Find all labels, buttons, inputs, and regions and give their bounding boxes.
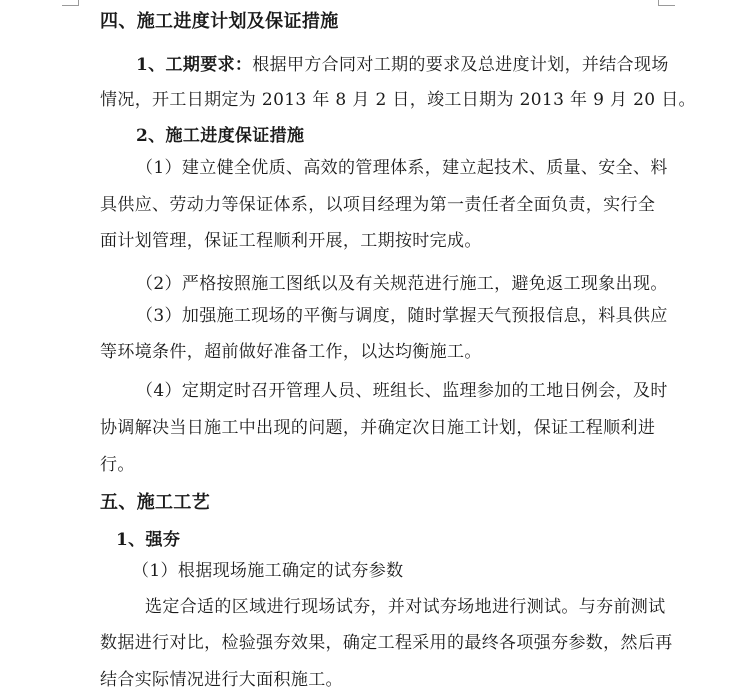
section5-title: 五、施工工艺: [100, 492, 211, 513]
section4-item2-p1-line2: 具供应、劳动力等保证体系，以项目经理为第一责任者全面负责，实行全: [100, 195, 656, 215]
section5-item1-sub1: （1）根据现场施工确定的试夯参数: [132, 561, 404, 581]
section5-item1-label: 1、强夯: [116, 530, 181, 550]
crop-mark-right: [658, 0, 675, 6]
section4-item1-text: 根据甲方合同对工期的要求及总进度计划，并结合现场: [252, 55, 669, 75]
section4-item2-p3-line1: （3）加强施工现场的平衡与调度，随时掌握天气预报信息，料具供应: [136, 306, 668, 326]
section4-item2-p1-line1: （1）建立健全优质、高效的管理体系，建立起技术、质量、安全、料: [136, 158, 668, 178]
section4-title: 四、施工进度计划及保证措施: [100, 11, 339, 32]
section5-item1-para-line1: 选定合适的区域进行现场试夯，并对试夯场地进行测试。与夯前测试: [145, 597, 666, 617]
section4-item2-p4-line3: 行。: [100, 455, 135, 475]
section4-item2-p2-line1: （2）严格按照施工图纸以及有关规范进行施工，避免返工现象出现。: [136, 274, 668, 294]
section4-item2-label: 2、施工进度保证措施: [136, 126, 305, 146]
section4-item1-paragraph: [136, 55, 669, 75]
section4-item2-p4-line1: （4）定期定时召开管理人员、班组长、监理参加的工地日例会，及时: [136, 381, 668, 401]
section4-item2-p1-line3: 面计划管理，保证工程顺利开展，工期按时完成。: [100, 231, 482, 251]
section4-item1-label: 1、工期要求：: [136, 55, 253, 75]
section5-item1-para-line3: 结合实际情况进行大面积施工。: [100, 670, 343, 690]
section5-item1-para-line2: 数据进行对比，检验强夯效果，确定工程采用的最终各项强夯参数，然后再: [100, 633, 673, 653]
crop-mark-left: [62, 0, 79, 6]
section4-item2-p4-line2: 协调解决当日施工中出现的问题，并确定次日施工计划，保证工程顺利进: [100, 418, 656, 438]
section4-item2-p3-line2: 等环境条件，超前做好准备工作，以达均衡施工。: [100, 342, 482, 362]
section4-item1-line2: 情况，开工日期定为 2013 年 8 月 2 日，竣工日期为 2013 年 9 月 20 日。: [100, 90, 696, 110]
